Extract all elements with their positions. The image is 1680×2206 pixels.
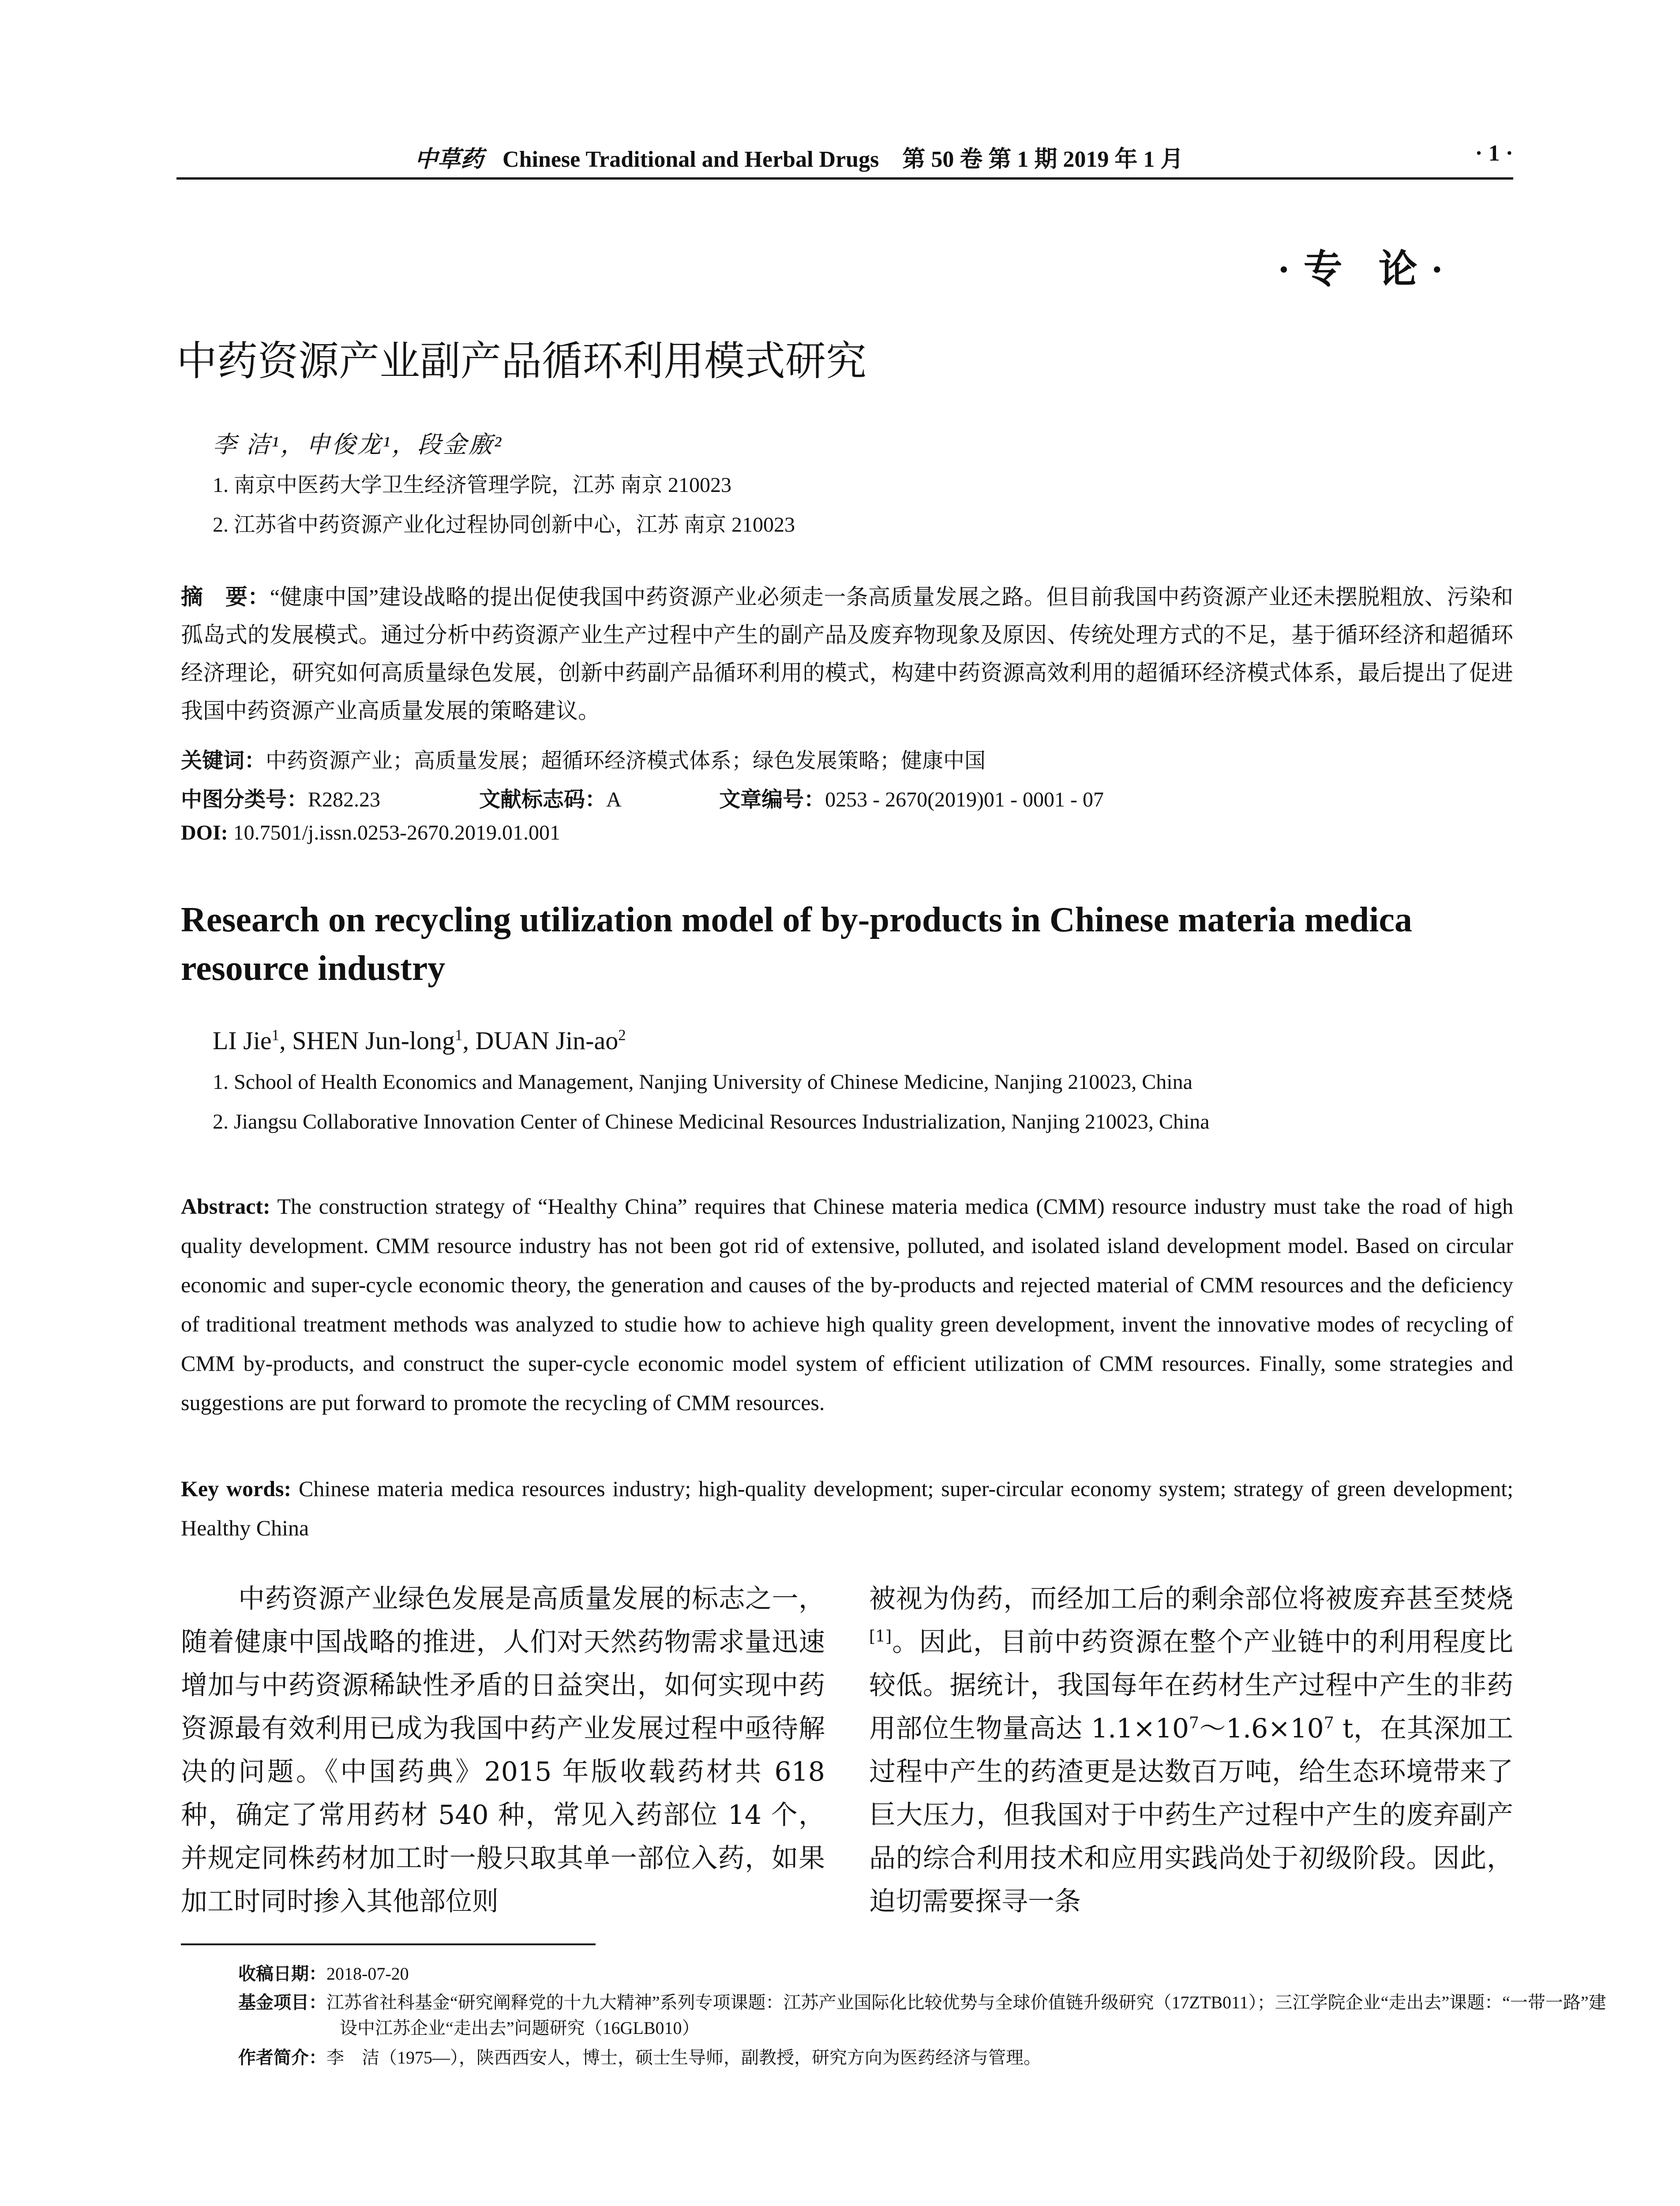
abstract-cn [181,578,1513,730]
affiliation-cn-1: 1. 南京中医药大学卫生经济管理学院，江苏 南京 210023 [213,473,732,497]
affiliation-en-2: 2. Jiangsu Collaborative Innovation Center of Chinese Medicinal Resources Industrialization, Nanjing 210023, China [213,1110,1210,1133]
body-right-text-1: 被视为伪药，而经加工后的剩余部位将被废弃甚至焚烧 [869,1583,1513,1614]
received-label: 收稿日期： [238,1964,326,1984]
footnote-rule [181,1943,596,1945]
abstract-cn-text: “健康中国”建设战略的提出促使我国中药资源产业必须走一条高质量发展之路。但目前我国中药资源产业还未摆脱粗放、污染和孤岛式的发展模式。通过分析中药资源产业生产过程中产生的副产品及废弃物现象及原因、传统处理方式的不足，基于循环经济和超循环经济理论，研究如何高质量绿色发展，创新中药副产品循环利用的模式，构建中药资源高效利用的超循环经济模式体系，最后提出了促进我国中药资源产业高质量发展的策略建议。 [181,585,1514,723]
footnote-author [238,2045,1513,2071]
authors-en: LI Jie$^1$, SHEN Jun-long$^1$, DUAN Jin-$ao^2$ [213,1026,626,1055]
keywords-en [181,1469,1513,1548]
abstract-cn-label: 摘 要： [181,585,270,609]
doi-link[interactable]: 10.7501/j.issn.0253-2670.2019.01.001 [233,821,561,844]
keywords-cn [181,743,986,774]
article-no-label: 文章编号： [719,788,825,811]
clc-label: 中图分类号： [181,788,308,811]
doc-code-label: 文献标志码： [479,788,607,811]
affiliation-cn-2: 2. 江苏省中药资源产业化过程协同创新中心，江苏 南京 210023 [213,513,795,536]
title-cn: 中药资源产业副产品循环利用模式研究 [176,338,867,385]
body-right-column [869,1577,1513,1923]
authors-cn: 李 洁¹，申俊龙¹，段金廒² [213,431,503,458]
author-en-3: DUAN Jin-ao [475,1026,619,1055]
exponent-2: 7 [1324,1714,1334,1732]
exponent-1: 7 [1189,1714,1199,1732]
author-en-1-sup: 1 [271,1026,280,1044]
body-left-column: 中药资源产业绿色发展是高质量发展的标志之一，随着健康中国战略的推进，人们对天然药物需求量迅速增加与中药资源稀缺性矛盾的日益突出，如何实现中药资源最有效利用已成为我国中药产业发展过程中亟待解决的问题。《中国药典》2015 年版收载药材共 618 种，确定了常用药材 540 种，常见入药部位 14 个，并规定同株药材加工时一般只取其单一部位入药，如果加工时同时掺入其他部位则 [181,1583,825,1917]
affiliation-en-1: 1. School of Health Economics and Management, Nanjing University of Chinese Medicine, Nanjing 210023, China [213,1070,1192,1094]
page-number: · 1 · [1475,141,1513,166]
fund-label: 基金项目： [238,1992,326,2012]
doi-label: DOI: [181,821,228,844]
fund-value: 江苏省社科基金“研究阐释党的十九大精神”系列专项课题：江苏产业国际化比较优势与全球价值链升级研究（17ZTB011）；三江学院企业“走出去”课题：“一带一路”建设中江苏企业“走出去”问题研究（16GLB010） [326,1992,1606,2038]
clc-value: R282.23 [308,788,381,811]
article-no-value: 0253 - 2670(2019)01 - 0001 - 07 [825,788,1104,811]
keywords-cn-label: 关键词： [181,749,266,773]
column-tag: ·专 论· [1277,248,1457,291]
doi-row [181,821,560,845]
issue-info: 第 50 卷 第 1 期 2019 年 1 月 [902,147,1184,172]
keywords-en-label: Key words: [181,1476,292,1501]
keywords-cn-text: 中药资源产业；高质量发展；超循环经济模式体系；绿色发展策略；健康中国 [266,749,986,773]
author-intro-label: 作者简介： [238,2048,326,2067]
footnote-received [238,1961,1513,1987]
author-intro-value: 李 洁（1975—），陕西西安人，博士，硕士生导师，副教授，研究方向为医药经济与管理。 [326,2048,1041,2067]
author-en-2-sup: 1 [455,1026,463,1044]
title-en: Research on recycling utilization model of by-products in Chinese materia medica resource industry [181,900,1412,988]
author-en-3-sup: 2 [618,1026,626,1044]
keywords-en-text: Chinese materia medica resources industry; high-quality development; super-circular economy system; strategy of green development; Healthy China [181,1476,1513,1540]
abstract-en-text: The construction strategy of “Healthy China” requires that Chinese materia medica (CMM) resource industry must take the road of high quality development. CMM resource industry has not been got rid of extensive, polluted, and isolated island development model. Based on circular economic and super-cycle economic theory, the generation and causes of the by-products and rejected material of CMM resources and the deficiency of traditional treatment methods was analyzed to studie how to achieve high quality green development, invent the innovative modes of recycling of CMM by-products, and construct the super-cycle economic model system of efficient utilization of CMM resources. Finally, some strategies and suggestions are put forward to promote the recycling of CMM resources. [181,1194,1513,1415]
received-value: 2018-07-20 [326,1964,409,1984]
citation-ref-1[interactable]: [1] [869,1628,892,1646]
header-rule [176,177,1513,180]
footnote-fund [238,1990,1615,2041]
abstract-en [181,1187,1513,1422]
body-right-text-4: t，在其深加工过程中产生的药渣更是达数百万吨，给生态环境带来了巨大压力，但我国对于中药生产过程中产生的废弃副产品的综合利用技术和应用实践尚处于初级阶段。因此，迫切需要探寻一条 [869,1713,1513,1917]
body-right-text-2: 。因此，目前中药资源在整个产业链中的利用程度比较低。据统计，我国每年在药材生产过程中产生的非药用部位生物量高达 1.1×10 [869,1627,1513,1744]
journal-name-cn: 中草药 [415,146,484,173]
author-en-2: SHEN Jun-long [292,1026,455,1055]
doc-code-value: A [606,788,621,811]
abstract-en-label: Abstract: [181,1194,270,1219]
journal-line [415,140,1183,173]
journal-name-en: Chinese Traditional and Herbal Drugs [502,147,879,172]
running-header [176,140,1513,176]
classification-row [181,782,1104,813]
author-en-1: LI Jie [213,1026,272,1055]
body-right-text-3: ～1.6×10 [1199,1713,1324,1744]
